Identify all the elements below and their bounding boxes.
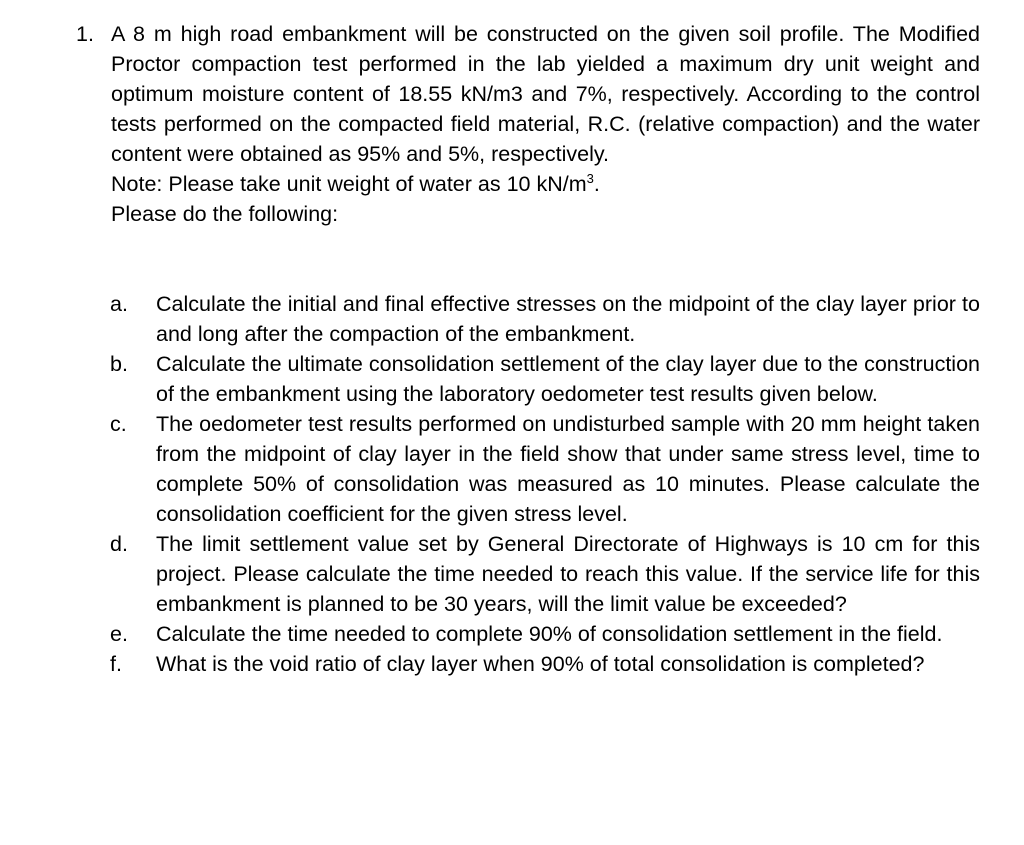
sub-question-label: c. bbox=[110, 412, 127, 436]
sub-question-label: a. bbox=[110, 292, 128, 316]
sub-question-list bbox=[110, 289, 980, 679]
question-body bbox=[111, 19, 980, 229]
sub-question-a bbox=[110, 289, 980, 349]
sub-question-b bbox=[110, 349, 980, 409]
sub-question-text: What is the void ratio of clay layer when 90% of total consolidation is completed? bbox=[156, 652, 925, 676]
question-number: 1. bbox=[76, 22, 94, 46]
sub-question-text: The limit settlement value set by General Directorate of Highways is 10 cm for this project. Please calculate the time needed to reach this value. If the service life for this embankment is planned to be 30 years, will the limit value be exceeded? bbox=[156, 532, 980, 616]
note-line bbox=[111, 169, 980, 199]
sub-question-f bbox=[110, 649, 980, 679]
sub-question-e bbox=[110, 619, 980, 649]
sub-question-label: d. bbox=[110, 532, 128, 556]
sub-question-label: b. bbox=[110, 352, 128, 376]
prompt-line: Please do the following: bbox=[111, 202, 339, 226]
question-intro: A 8 m high road embankment will be constructed on the given soil profile. The Modified Proctor compaction test performed in the lab yielded a maximum dry unit weight and optimum moisture content of 18.55 kN/m3 and 7%, respectively. According to the control tests performed on the compacted field material, R.C. (relative compaction) and the water content were obtained as 95% and 5%, respectively. bbox=[111, 22, 980, 166]
sub-question-c bbox=[110, 409, 980, 529]
note-superscript: 3 bbox=[586, 170, 594, 186]
note-text: Note: Please take unit weight of water as 10 kN/m bbox=[111, 172, 587, 196]
sub-question-label: f. bbox=[110, 652, 122, 676]
sub-question-text: Calculate the ultimate consolidation settlement of the clay layer due to the construction of the embankment using the laboratory oedometer test results given below. bbox=[156, 352, 980, 406]
sub-question-text: Calculate the time needed to complete 90% of consolidation settlement in the field. bbox=[156, 622, 943, 646]
sub-question-text: Calculate the initial and final effective stresses on the midpoint of the clay layer prior to and long after the compaction of the embankment. bbox=[156, 292, 980, 346]
sub-question-label: e. bbox=[110, 622, 128, 646]
sub-question-text: The oedometer test results performed on undisturbed sample with 20 mm height taken from the midpoint of clay layer in the field show that under same stress level, time to complete 50% of consolidation was measured as 10 minutes. Please calculate the consolidation coefficient for the given stress level. bbox=[156, 412, 980, 526]
sub-question-d bbox=[110, 529, 980, 619]
note-end: . bbox=[593, 172, 600, 196]
question-1 bbox=[76, 19, 980, 229]
